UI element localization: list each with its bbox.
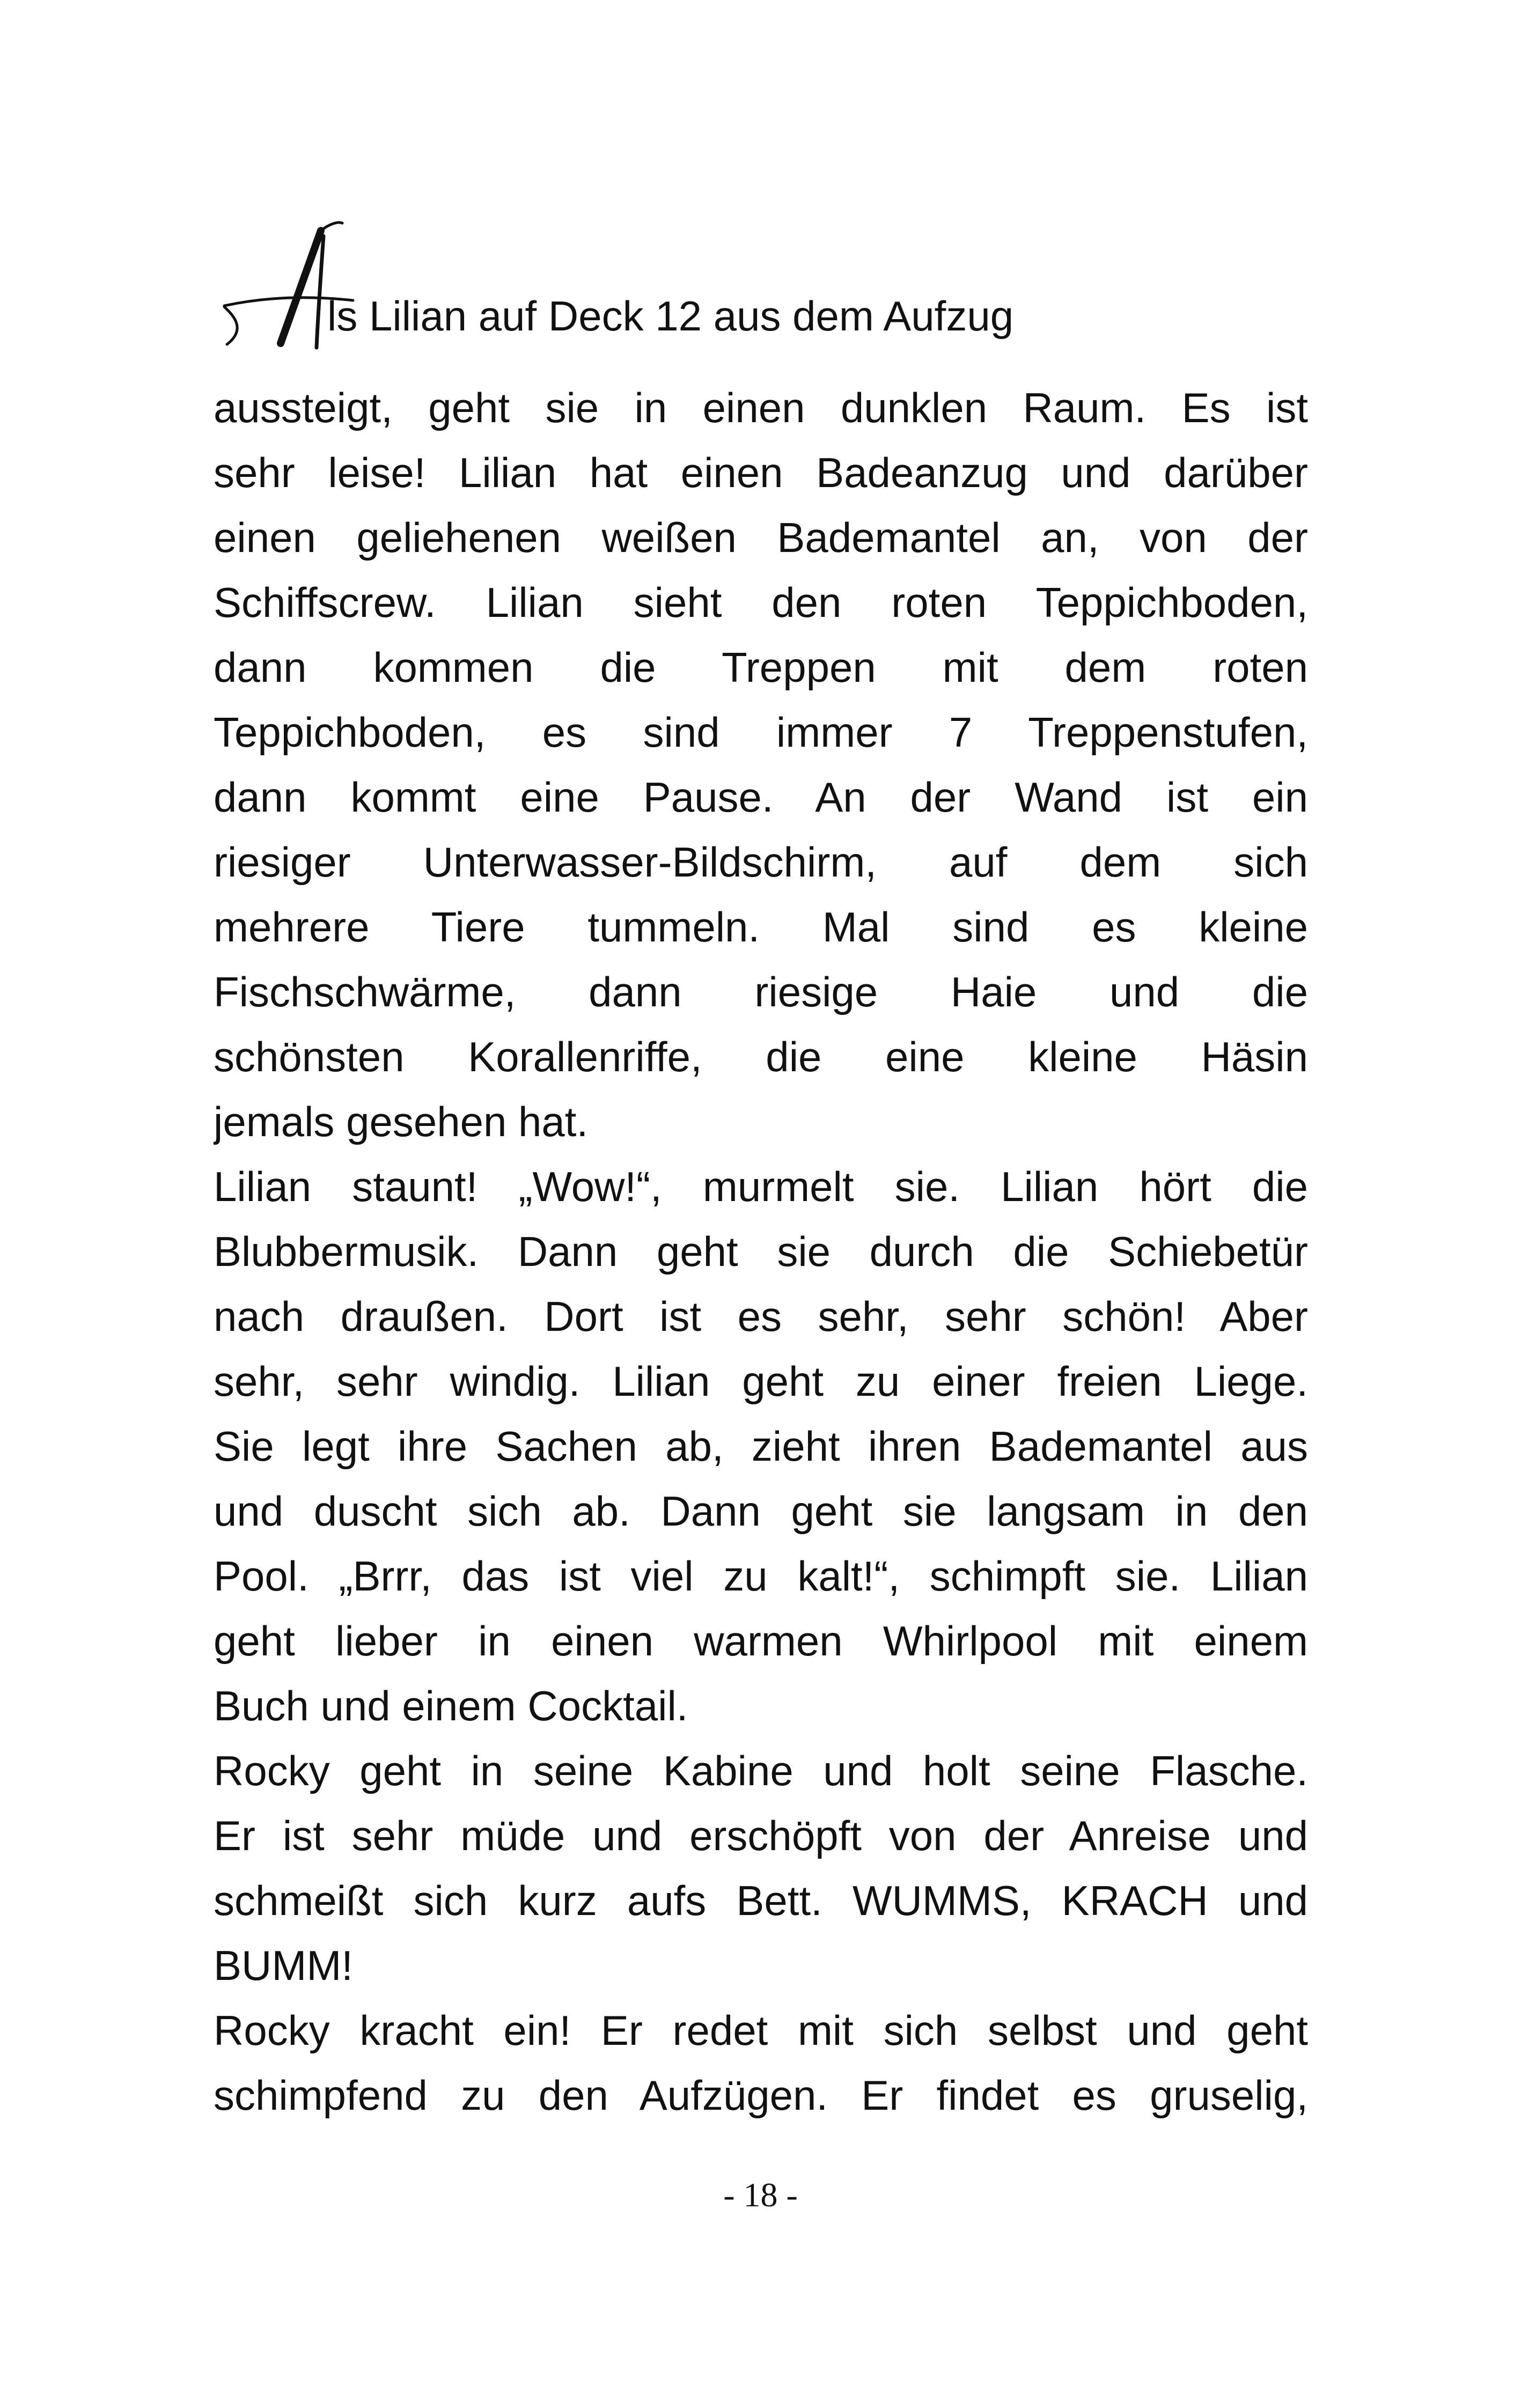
text-line: dann kommen die Treppen mit dem roten [214,644,1308,691]
text-line: Blubbermusik. Dann geht sie durch die Schiebetür [214,1228,1308,1275]
paragraph-lines [214,375,1308,2128]
text-line: BUMM! [214,1942,353,1989]
text-line: schönsten Korallenriffe, die eine kleine Häsin [214,1033,1308,1080]
text-line: aussteigt, geht sie in einen dunklen Raum. Es ist [214,384,1308,431]
text-line: riesiger Unterwasser-Bildschirm, auf dem sich [214,838,1308,886]
text-line: Rocky geht in seine Kabine und holt seine Flasche. [214,1747,1308,1794]
text-line: Sie legt ihre Sachen ab, zieht ihren Bademantel aus [214,1423,1308,1470]
first-line [214,198,1308,375]
text-line: Lilian staunt! „Wow!“, murmelt sie. Lilian hört die [214,1163,1308,1210]
body-text [214,198,1308,2128]
text-line: sehr leise! Lilian hat einen Badeanzug und darüber [214,449,1308,496]
text-line: dann kommt eine Pause. An der Wand ist ein [214,774,1308,821]
text-line: geht lieber in einen warmen Whirlpool mit einem [214,1617,1308,1665]
text-line: Er ist sehr müde und erschöpft von der Anreise und [214,1812,1308,1859]
text-line: schimpfend zu den Aufzügen. Er findet es gruselig, [214,2072,1308,2119]
text-line: Teppichboden, es sind immer 7 Treppenstufen, [214,709,1308,756]
text-line: sehr, sehr windig. Lilian geht zu einer freien Liege. [214,1358,1308,1405]
text-line: nach draußen. Dort ist es sehr, sehr schön! Aber [214,1293,1308,1340]
first-line-text: ls Lilian auf Deck 12 aus dem Aufzug [327,292,1014,340]
text-line: Schiffscrew. Lilian sieht den roten Teppichboden, [214,579,1308,626]
text-line: Rocky kracht ein! Er redet mit sich selbst und geht [214,2007,1308,2054]
text-line: mehrere Tiere tummeln. Mal sind es kleine [214,903,1308,951]
text-line: Pool. „Brrr, das ist viel zu kalt!“, schimpft sie. Lilian [214,1552,1308,1600]
text-line: und duscht sich ab. Dann geht sie langsam in den [214,1487,1308,1535]
text-line: einen geliehenen weißen Bademantel an, von der [214,514,1308,561]
text-line: jemals gesehen hat. [214,1098,589,1145]
text-line: Fischschwärme, dann riesige Haie und die [214,968,1308,1015]
text-line: Buch und einem Cocktail. [214,1682,688,1729]
page-number: - 18 - [723,2176,798,2214]
text-line: schmeißt sich kurz aufs Bett. WUMMS, KRACH und [214,1877,1308,1924]
